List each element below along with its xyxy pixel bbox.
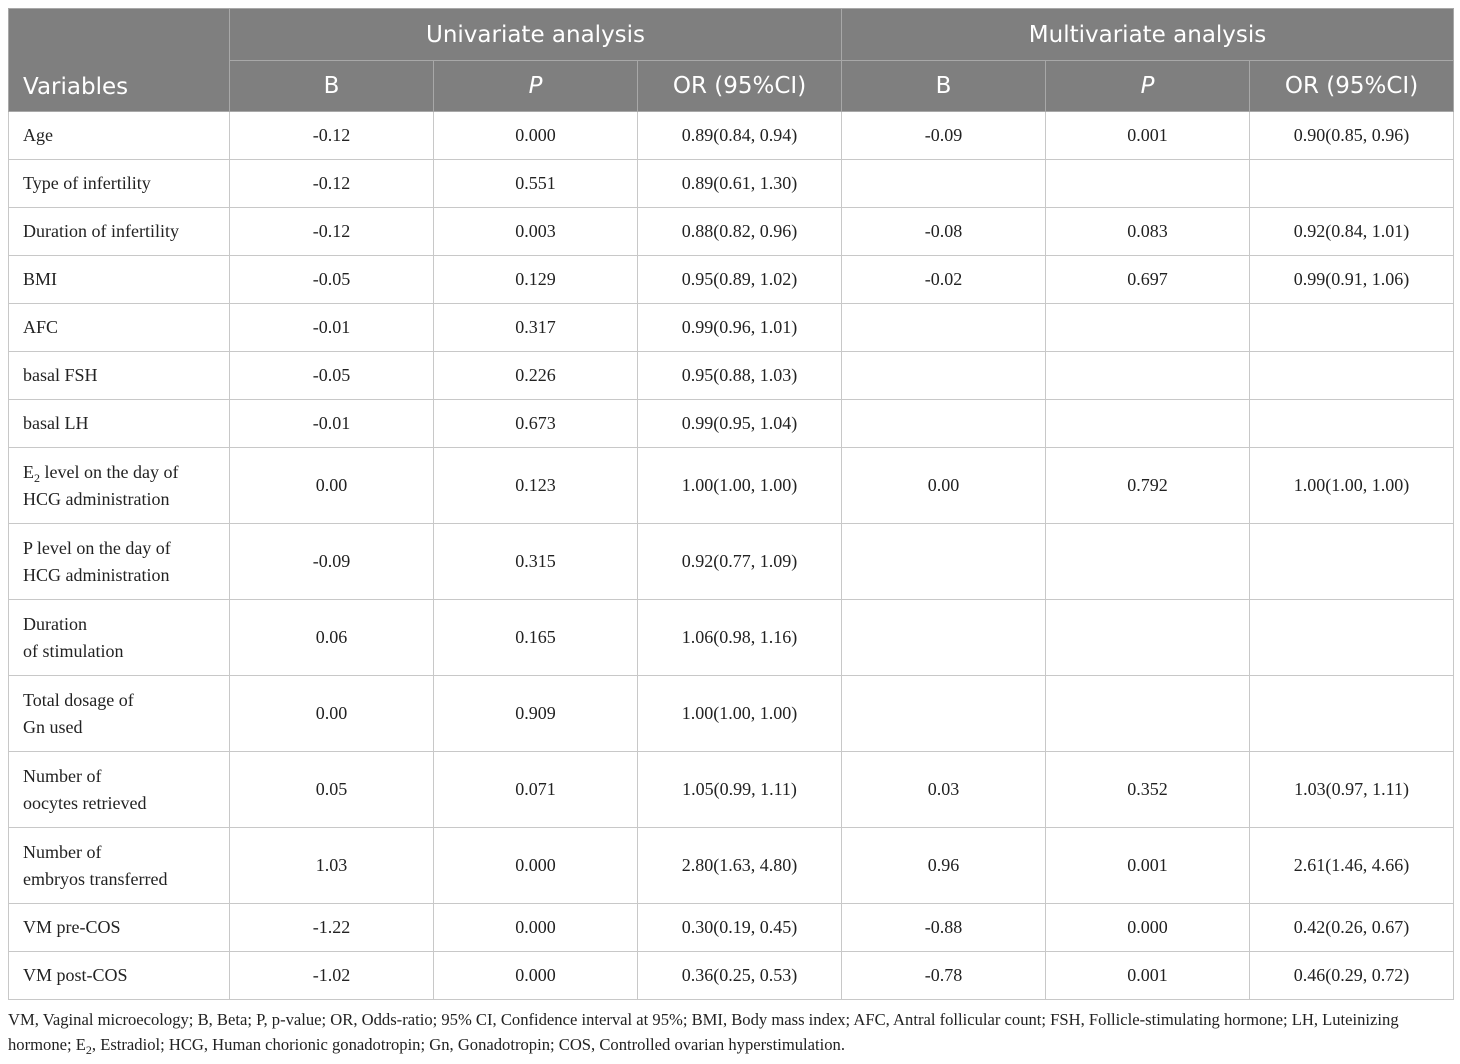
cell-univariate-or: 0.95(0.89, 1.02) <box>638 256 842 304</box>
cell-multivariate-p <box>1046 524 1250 600</box>
cell-multivariate-or: 2.61(1.46, 4.66) <box>1250 828 1454 904</box>
cell-variable: Duration of stimulation <box>9 600 230 676</box>
cell-variable: Age <box>9 112 230 160</box>
cell-multivariate-b: -0.08 <box>842 208 1046 256</box>
table-row <box>9 448 1454 524</box>
cell-multivariate-p <box>1046 600 1250 676</box>
cell-multivariate-or <box>1250 600 1454 676</box>
cell-univariate-or: 1.00(1.00, 1.00) <box>638 448 842 524</box>
cell-univariate-p: 0.226 <box>434 352 638 400</box>
header-univariate-p: P <box>434 61 638 112</box>
cell-multivariate-p: 0.000 <box>1046 904 1250 952</box>
cell-univariate-or: 0.92(0.77, 1.09) <box>638 524 842 600</box>
cell-multivariate-or <box>1250 160 1454 208</box>
header-multivariate-b: B <box>842 61 1046 112</box>
cell-multivariate-p: 0.352 <box>1046 752 1250 828</box>
cell-univariate-b: -0.01 <box>230 304 434 352</box>
table-row <box>9 752 1454 828</box>
cell-variable: basal FSH <box>9 352 230 400</box>
cell-univariate-p: 0.071 <box>434 752 638 828</box>
cell-multivariate-or <box>1250 400 1454 448</box>
cell-multivariate-b: -0.02 <box>842 256 1046 304</box>
cell-variable: basal LH <box>9 400 230 448</box>
cell-multivariate-b: 0.96 <box>842 828 1046 904</box>
cell-multivariate-or <box>1250 304 1454 352</box>
table-row <box>9 524 1454 600</box>
cell-multivariate-p: 0.792 <box>1046 448 1250 524</box>
cell-multivariate-b: -0.09 <box>842 112 1046 160</box>
cell-univariate-or: 0.99(0.96, 1.01) <box>638 304 842 352</box>
cell-univariate-b: 0.00 <box>230 676 434 752</box>
cell-univariate-b: -0.12 <box>230 160 434 208</box>
cell-univariate-or: 0.36(0.25, 0.53) <box>638 952 842 1000</box>
cell-multivariate-or: 1.03(0.97, 1.11) <box>1250 752 1454 828</box>
cell-multivariate-p <box>1046 400 1250 448</box>
cell-variable: P level on the day of HCG administration <box>9 524 230 600</box>
table-row <box>9 352 1454 400</box>
header-univariate-or: OR (95%CI) <box>638 61 842 112</box>
cell-univariate-p: 0.000 <box>434 828 638 904</box>
cell-variable: VM pre-COS <box>9 904 230 952</box>
cell-univariate-b: -0.05 <box>230 352 434 400</box>
cell-multivariate-p <box>1046 160 1250 208</box>
table-row <box>9 160 1454 208</box>
cell-multivariate-or <box>1250 352 1454 400</box>
cell-variable: Number of oocytes retrieved <box>9 752 230 828</box>
cell-univariate-p: 0.129 <box>434 256 638 304</box>
cell-univariate-b: -1.02 <box>230 952 434 1000</box>
table-row <box>9 208 1454 256</box>
cell-multivariate-or: 1.00(1.00, 1.00) <box>1250 448 1454 524</box>
cell-multivariate-b <box>842 352 1046 400</box>
cell-univariate-p: 0.003 <box>434 208 638 256</box>
cell-univariate-p: 0.317 <box>434 304 638 352</box>
cell-multivariate-or: 0.92(0.84, 1.01) <box>1250 208 1454 256</box>
cell-univariate-b: 1.03 <box>230 828 434 904</box>
table-row <box>9 600 1454 676</box>
table-row <box>9 400 1454 448</box>
cell-univariate-b: -0.01 <box>230 400 434 448</box>
cell-univariate-or: 2.80(1.63, 4.80) <box>638 828 842 904</box>
cell-univariate-p: 0.673 <box>434 400 638 448</box>
header-multivariate-p: P <box>1046 61 1250 112</box>
cell-univariate-b: -0.09 <box>230 524 434 600</box>
regression-table <box>8 8 1454 1000</box>
cell-multivariate-or: 0.42(0.26, 0.67) <box>1250 904 1454 952</box>
cell-univariate-or: 0.30(0.19, 0.45) <box>638 904 842 952</box>
cell-univariate-p: 0.000 <box>434 952 638 1000</box>
cell-multivariate-p <box>1046 304 1250 352</box>
cell-variable: Number of embryos transferred <box>9 828 230 904</box>
cell-univariate-or: 0.89(0.61, 1.30) <box>638 160 842 208</box>
cell-variable: AFC <box>9 304 230 352</box>
header-variables: Variables <box>9 9 230 112</box>
cell-univariate-b: -1.22 <box>230 904 434 952</box>
cell-variable: $E_2$ level on the day of HCG administration <box>9 448 230 524</box>
cell-univariate-b: -0.12 <box>230 208 434 256</box>
cell-univariate-p: 0.315 <box>434 524 638 600</box>
cell-univariate-b: 0.00 <box>230 448 434 524</box>
cell-multivariate-b <box>842 160 1046 208</box>
cell-multivariate-or: 0.46(0.29, 0.72) <box>1250 952 1454 1000</box>
cell-univariate-or: 1.00(1.00, 1.00) <box>638 676 842 752</box>
cell-variable: Duration of infertility <box>9 208 230 256</box>
cell-univariate-p: 0.165 <box>434 600 638 676</box>
table-row <box>9 676 1454 752</box>
cell-univariate-or: 1.06(0.98, 1.16) <box>638 600 842 676</box>
cell-univariate-p: 0.551 <box>434 160 638 208</box>
cell-univariate-or: 0.88(0.82, 0.96) <box>638 208 842 256</box>
cell-univariate-p: 0.000 <box>434 112 638 160</box>
cell-multivariate-p: 0.697 <box>1046 256 1250 304</box>
table-footnote: VM, Vaginal microecology; B, Beta; P, p-value; OR, Odds-ratio; 95% CI, Confidence interval at 95%; BMI, Body mass index; AFC, Antral follicular count; FSH, Follicle-stimulating hormone; LH, Luteinizing hormone; $E_2$, Estradiol; HCG, Human chorionic gonadotropin; Gn, Gonadotropin; COS, Controlled ovarian hyperstimulation. <box>8 1010 1399 1057</box>
cell-multivariate-b <box>842 524 1046 600</box>
cell-variable: VM post-COS <box>9 952 230 1000</box>
cell-multivariate-or <box>1250 524 1454 600</box>
cell-multivariate-b: -0.88 <box>842 904 1046 952</box>
table-header <box>9 9 1454 112</box>
cell-multivariate-p: 0.001 <box>1046 952 1250 1000</box>
cell-multivariate-or: 0.99(0.91, 1.06) <box>1250 256 1454 304</box>
table-row <box>9 904 1454 952</box>
cell-univariate-p: 0.123 <box>434 448 638 524</box>
cell-multivariate-b: 0.03 <box>842 752 1046 828</box>
cell-multivariate-b <box>842 304 1046 352</box>
cell-multivariate-b <box>842 400 1046 448</box>
cell-variable: Total dosage of Gn used <box>9 676 230 752</box>
cell-univariate-p: 0.909 <box>434 676 638 752</box>
cell-multivariate-p: 0.001 <box>1046 828 1250 904</box>
table-row <box>9 828 1454 904</box>
cell-multivariate-p <box>1046 676 1250 752</box>
table-body <box>9 112 1454 1000</box>
header-multivariate-or: OR (95%CI) <box>1250 61 1454 112</box>
cell-multivariate-p: 0.001 <box>1046 112 1250 160</box>
cell-univariate-p: 0.000 <box>434 904 638 952</box>
cell-univariate-b: -0.12 <box>230 112 434 160</box>
header-multivariate: Multivariate analysis <box>842 9 1454 61</box>
table-row <box>9 256 1454 304</box>
header-univariate: Univariate analysis <box>230 9 842 61</box>
cell-multivariate-b: 0.00 <box>842 448 1046 524</box>
cell-univariate-or: 0.95(0.88, 1.03) <box>638 352 842 400</box>
cell-univariate-or: 0.99(0.95, 1.04) <box>638 400 842 448</box>
table-row <box>9 304 1454 352</box>
cell-multivariate-or: 0.90(0.85, 0.96) <box>1250 112 1454 160</box>
table-row <box>9 952 1454 1000</box>
cell-univariate-b: 0.06 <box>230 600 434 676</box>
cell-univariate-b: 0.05 <box>230 752 434 828</box>
cell-variable: Type of infertility <box>9 160 230 208</box>
table-row <box>9 112 1454 160</box>
cell-multivariate-b <box>842 676 1046 752</box>
cell-multivariate-p <box>1046 352 1250 400</box>
cell-multivariate-or <box>1250 676 1454 752</box>
cell-multivariate-b <box>842 600 1046 676</box>
cell-univariate-b: -0.05 <box>230 256 434 304</box>
cell-multivariate-b: -0.78 <box>842 952 1046 1000</box>
header-univariate-b: B <box>230 61 434 112</box>
cell-univariate-or: 1.05(0.99, 1.11) <box>638 752 842 828</box>
table-container <box>8 8 1452 1057</box>
cell-univariate-or: 0.89(0.84, 0.94) <box>638 112 842 160</box>
cell-variable: BMI <box>9 256 230 304</box>
cell-multivariate-p: 0.083 <box>1046 208 1250 256</box>
